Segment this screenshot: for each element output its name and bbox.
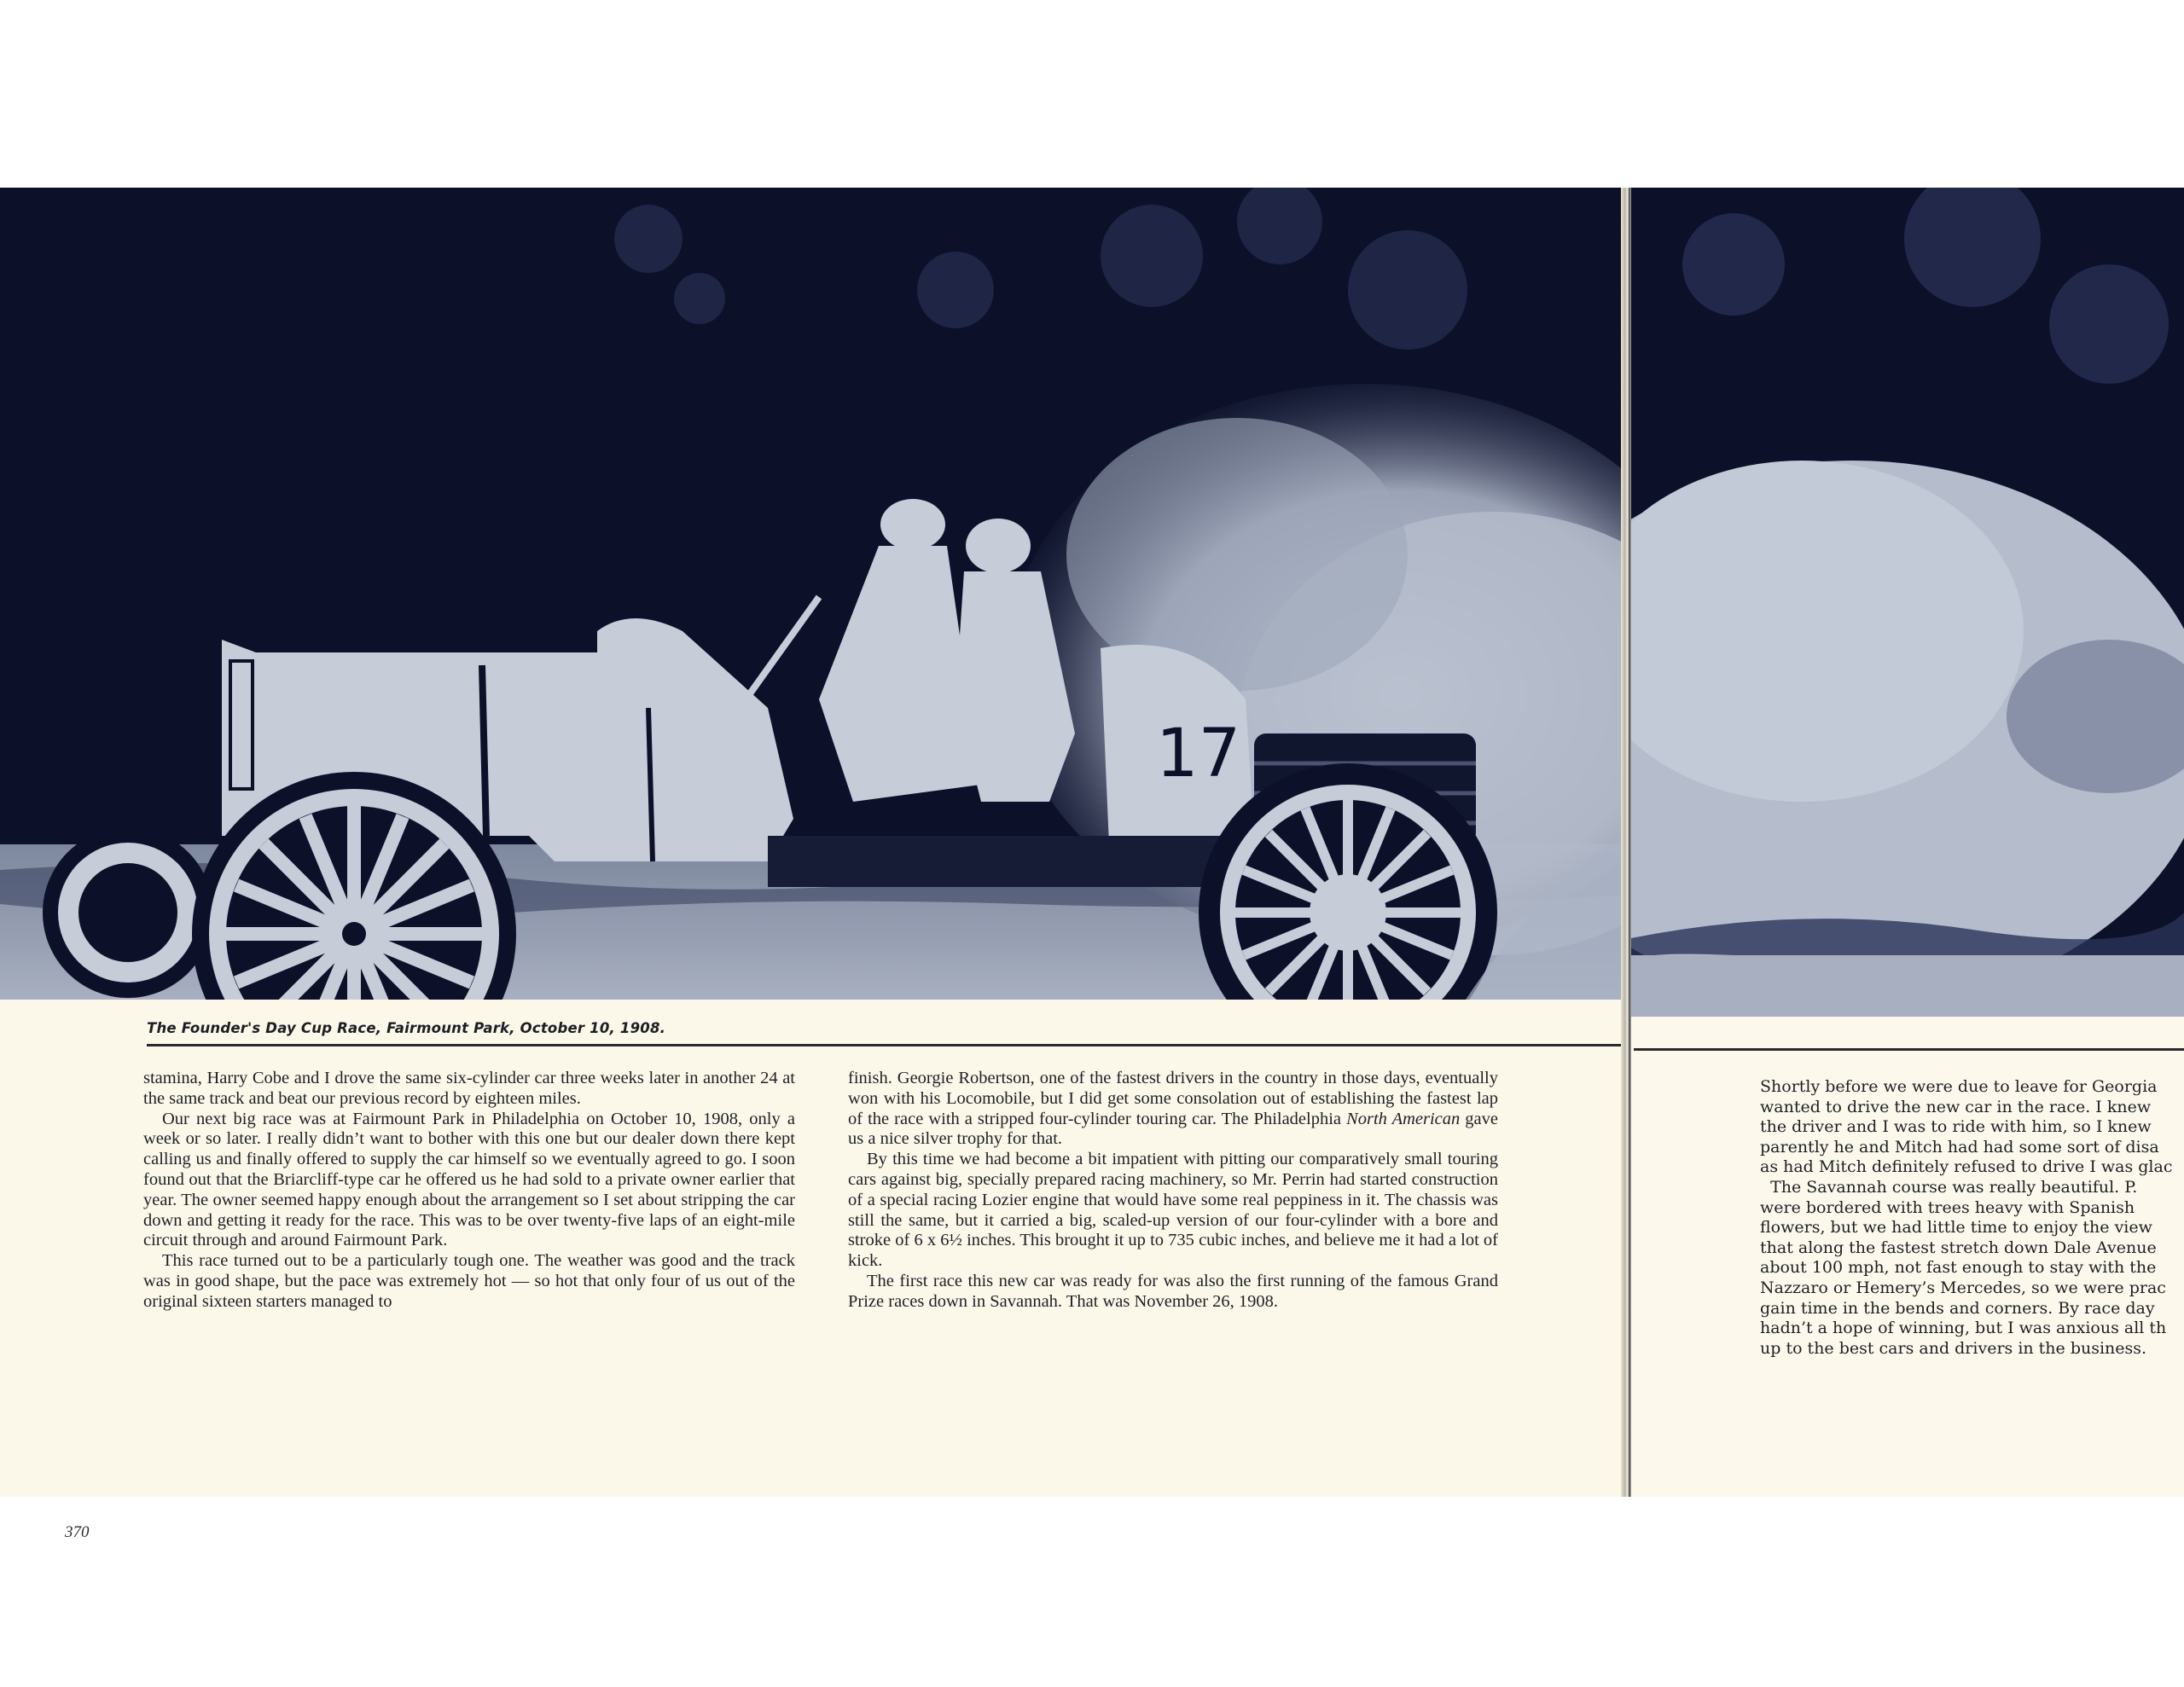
- text-line: that along the fastest stretch down Dale Avenue: [1760, 1238, 2157, 1257]
- text-line: flowers, but we had little time to enjoy the view: [1760, 1218, 2152, 1238]
- newspaper-title: North American: [1346, 1109, 1461, 1128]
- race-car-illustration: [0, 188, 1625, 1000]
- page-number: 370: [65, 1523, 90, 1541]
- paragraph: [848, 1069, 1498, 1150]
- text-line: about 100 mph, not fast enough to stay with the: [1760, 1258, 2157, 1278]
- race-photograph: [0, 188, 1625, 1000]
- caption-divider: [147, 1044, 1625, 1046]
- text-line: gain time in the bends and corners. By race day: [1760, 1298, 2155, 1318]
- paragraph: stamina, Harry Cobe and I drove the same six-cylinder car three weeks later in another 24 at the same track and beat our previous record by eighteen miles.: [143, 1069, 795, 1108]
- text-column-1: [143, 1069, 795, 1313]
- paragraph: The first race this new car was ready for was also the first running of the famous Grand Prize races down in Savannah. That was November 26, 1908.: [848, 1271, 1498, 1311]
- text-column-2: [848, 1069, 1498, 1313]
- book-spread: [0, 188, 2184, 1541]
- text-line: wanted to drive the new car in the race. I knew: [1760, 1097, 2152, 1116]
- paragraph-text: finish. Georgie Robertson, one of the fastest drivers in the country in those days, eventually won with his Locomobile, but I did get some consolation out of establishing the fastest lap of the race with a stripped four-cylinder touring car. The Philadelphia: [848, 1069, 1498, 1128]
- photo-caption: The Founder's Day Cup Race, Fairmount Park, October 10, 1908.: [147, 1020, 666, 1036]
- dust-cloud-illustration: [1631, 188, 2184, 1017]
- text-line: up to the best cars and drivers in the business.: [1760, 1338, 2147, 1358]
- text-line: Nazzaro or Hemery’s Mercedes, so we were prac: [1760, 1278, 2166, 1297]
- text-column-3: [1760, 1077, 2184, 1359]
- text-line: as had Mitch definitely refused to drive I was glac: [1760, 1157, 2173, 1177]
- left-page: [0, 188, 1625, 1541]
- caption-divider-right: [1634, 1048, 2184, 1051]
- text-line: The Savannah course was really beautiful. P.: [1760, 1177, 2138, 1197]
- paragraph-text: gave us a nice silver trophy for that.: [848, 1109, 1498, 1149]
- race-photograph-continued: [1631, 188, 2184, 1017]
- text-line: the driver and I was to ride with him, so I knew: [1760, 1117, 2152, 1137]
- paragraph: This race turned out to be a particularly tough one. The weather was good and the track was in good shape, but the pace was extremely hot — so hot that only four of us out of the original sixteen starters managed to: [143, 1251, 795, 1311]
- right-page: [1631, 188, 2184, 1497]
- paragraph: Our next big race was at Fairmount Park in Philadelphia on October 10, 1908, only a week or so later. I really didn’t want to bother with this one but our dealer down there kept calling us and finally offered to supply the car himself so we eventually agreed to go. I soon found out that the Briarcliff-type car he offered us he had sold to a private owner earlier that year. The owner seemed happy enough about the arrangement so I set about stripping the car down and getting it ready for the race. This was to be over twenty-five laps of an eight-mile circuit through and around Fairmount Park.: [143, 1109, 795, 1250]
- text-line: hadn’t a hope of winning, but I was anxious all th: [1760, 1319, 2167, 1338]
- car-number: 17: [1156, 716, 1241, 792]
- text-line: parently he and Mitch had had some sort of disa: [1760, 1137, 2159, 1157]
- text-line: were bordered with trees heavy with Spanish: [1760, 1197, 2135, 1217]
- paragraph: By this time we had become a bit impatient with pitting our comparatively small touring cars against big, specially prepared racing machinery, so Mr. Perrin had started construction of a special racing Lozier engine that would have some real peppiness in it. The chassis was still the same, but it carried a big, scaled-up version of our four-cylinder with a bore and stroke of 6 x 6½ inches. This brought it up to 735 cubic inches, and believe me it had a lot of kick.: [848, 1150, 1498, 1271]
- text-line: Shortly before we were due to leave for Georgia: [1760, 1077, 2158, 1096]
